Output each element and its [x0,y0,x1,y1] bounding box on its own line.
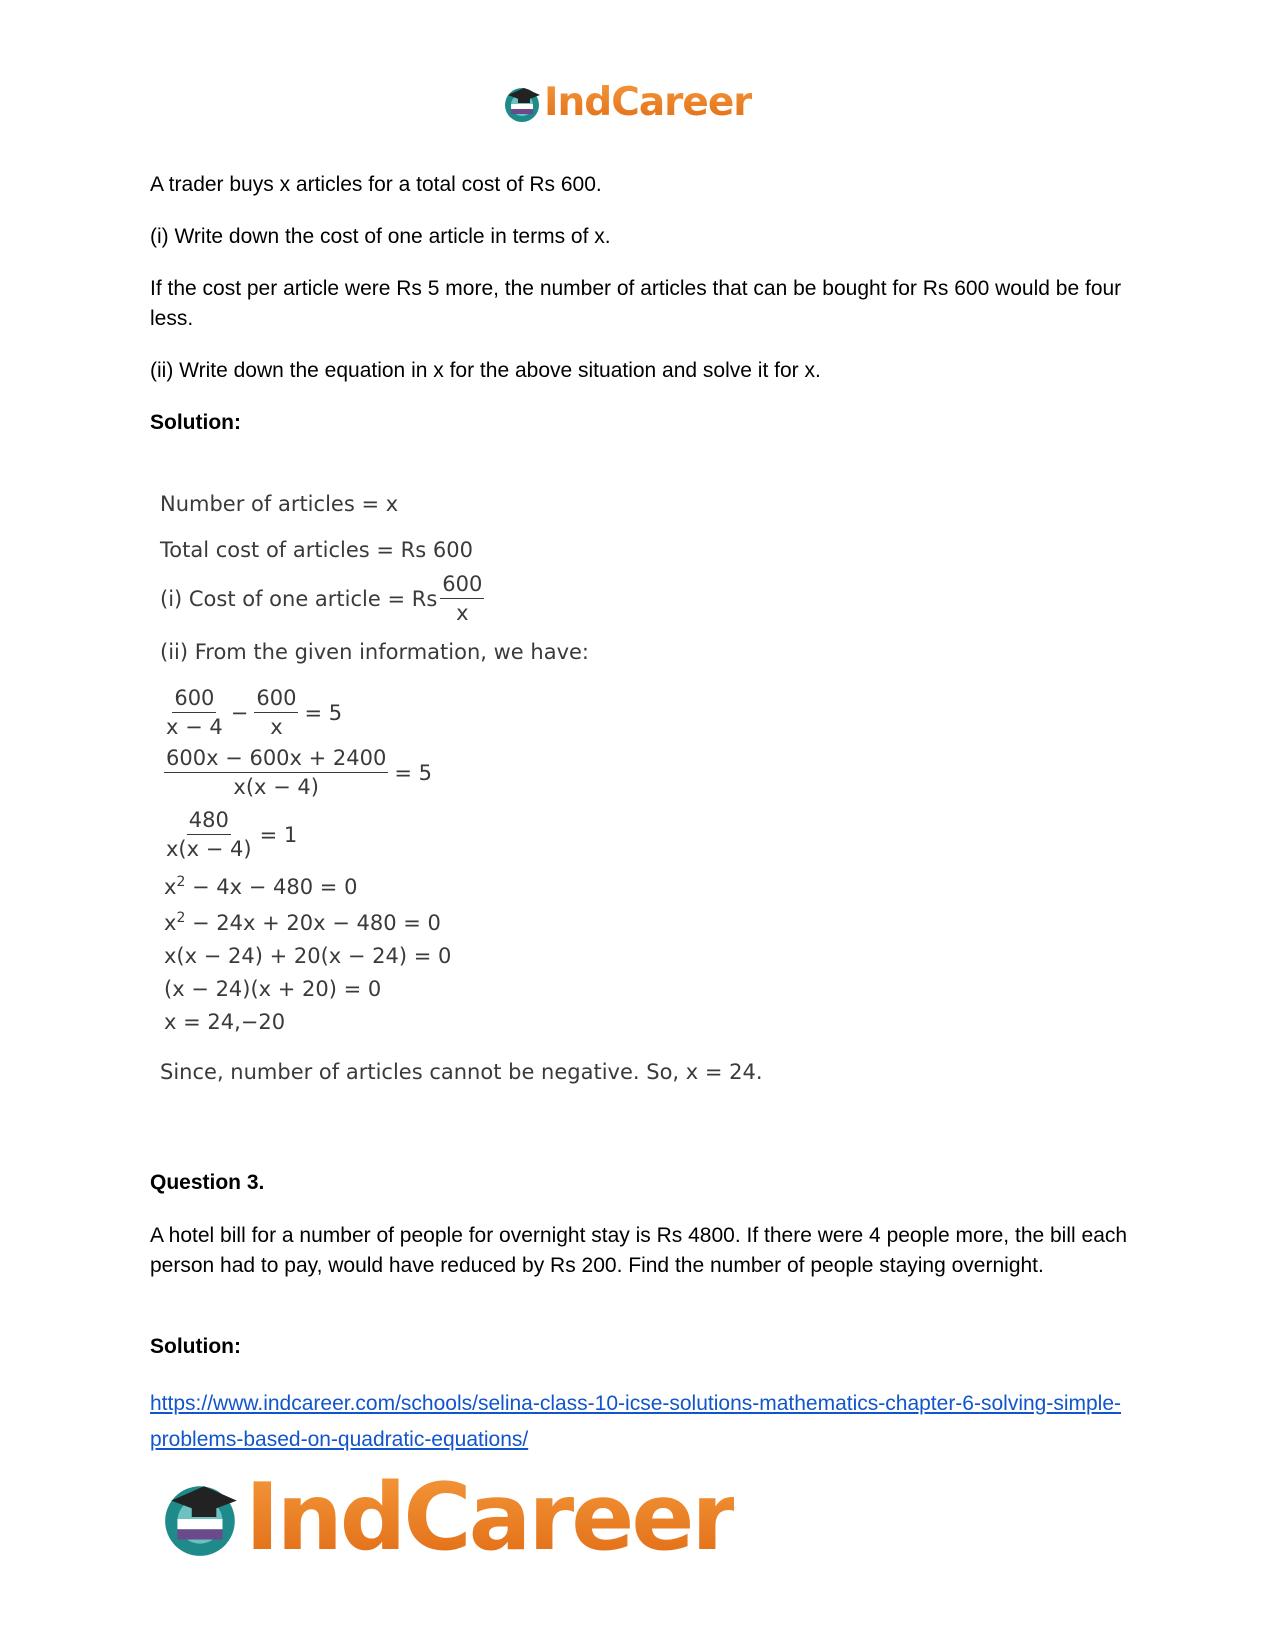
logo-text: IndCareer [245,1463,735,1571]
operator: − [230,700,249,725]
equation-step [164,874,357,899]
fraction [254,684,298,741]
fraction [164,744,388,801]
question-part-ii: (ii) Write down the equation in x for the above situation and solve it for x. [150,359,821,382]
equation-step [164,910,441,935]
numerator: 480 [187,806,231,835]
equation-step: x(x − 24) + 20(x − 24) = 0 [164,944,452,968]
equation-step: (x − 24)(x + 20) = 0 [164,977,382,1001]
fraction [164,806,254,863]
question-condition: If the cost per article were Rs 5 more, the number of articles that can be bought for Rs 600 would be four less. [150,277,1122,330]
logo-text: IndCareer [544,78,752,128]
equation-step [164,744,432,801]
expression: − 4x − 480 = 0 [185,875,358,899]
rhs: = 1 [259,822,298,847]
numerator: 600 [440,570,484,599]
equation-step [164,684,342,741]
rhs: = 5 [394,760,432,785]
fraction [164,684,225,741]
rhs: = 5 [304,700,343,725]
solution-line: (ii) From the given information, we have: [160,640,589,664]
numerator: 600x − 600x + 2400 [164,744,388,773]
equation-step: x = 24,−20 [164,1010,286,1034]
solution-label: Solution: [150,411,241,434]
exponent: 2 [176,910,186,926]
denominator: x [456,601,469,625]
solution-line: (i) Cost of one article = Rs [160,586,438,611]
graduation-cap-icon [502,83,544,123]
question-intro: A trader buys x articles for a total cost of Rs 600. [150,173,602,196]
solution-line: Number of articles = x [160,492,399,516]
question-part-i: (i) Write down the cost of one article in terms of x. [150,225,611,248]
fraction [440,570,484,627]
graduation-cap-icon [159,1474,245,1560]
numerator: 600 [172,684,216,713]
exponent: 2 [176,874,186,890]
variable: x [164,875,177,899]
solution-link[interactable]: https://www.indcareer.com/schools/selina-class-10-icse-solutions-mathematics-chapter-6-solving-simple-problems-based-on-quadratic-equations/ [150,1392,1122,1451]
denominator: x [270,715,283,739]
denominator: x − 4 [166,715,223,739]
question-3-text: A hotel bill for a number of people for overnight stay is Rs 4800. If there were 4 people more, the bill each person had to pay, would have reduced by Rs 200. Find the number of people staying overnight. [150,1224,1128,1277]
question-3-title: Question 3. [150,1171,265,1194]
numerator: 600 [254,684,298,713]
equation-step [164,806,297,863]
solution-line: Total cost of articles = Rs 600 [160,538,473,562]
variable: x [164,911,177,935]
cost-per-article [160,570,484,627]
expression: − 24x + 20x − 480 = 0 [185,911,441,935]
solution-conclusion: Since, number of articles cannot be negative. So, x = 24. [160,1060,763,1084]
denominator: x(x − 4) [233,775,319,799]
denominator: x(x − 4) [166,837,252,861]
header-logo [502,78,752,128]
footer-logo [159,1462,734,1572]
solution-label: Solution: [150,1335,241,1358]
solution-image [150,480,820,1150]
